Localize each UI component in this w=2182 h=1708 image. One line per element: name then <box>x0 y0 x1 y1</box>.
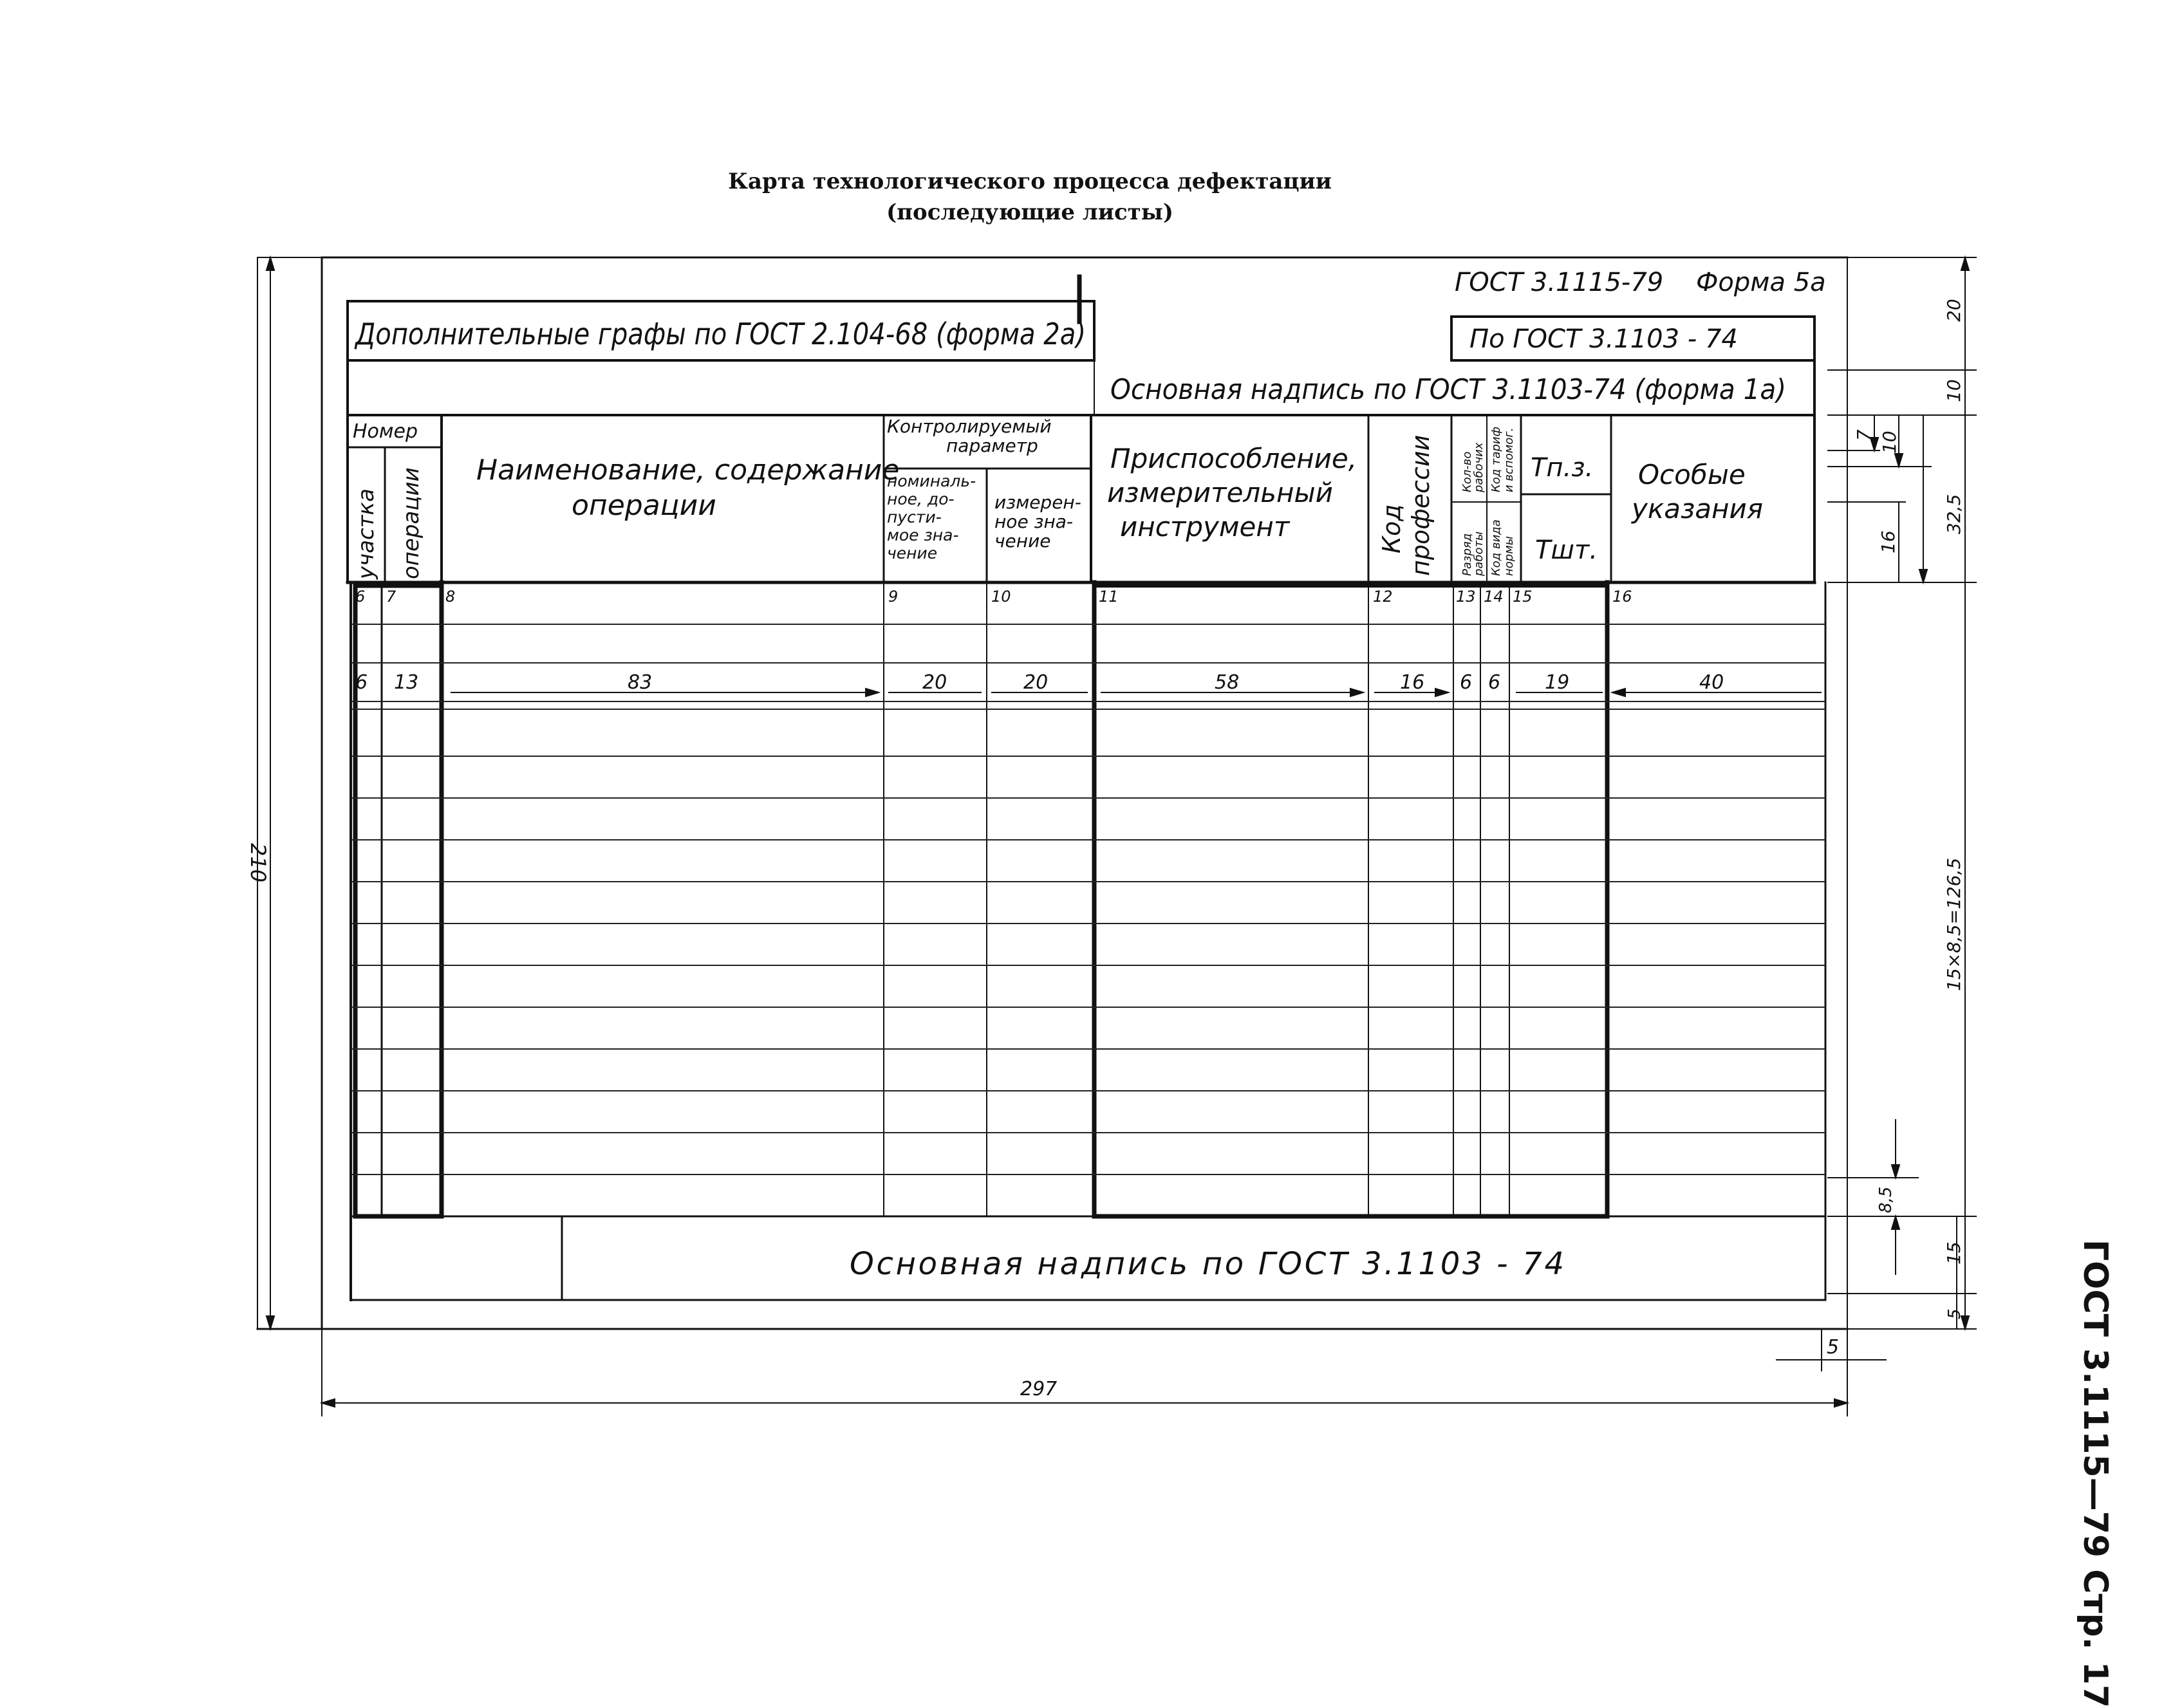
column-number: 9 <box>888 588 899 606</box>
column-number: 10 <box>991 588 1011 606</box>
header-nominal-line: мое зна- <box>887 526 959 544</box>
header-name-line2: операции <box>572 489 716 522</box>
form-standard: ГОСТ 3.1115-79 <box>1455 268 1664 297</box>
header-nomer: Номер <box>353 420 418 443</box>
header-measured-line: ное зна- <box>994 511 1074 532</box>
header-tpz: Тп.з. <box>1531 453 1594 483</box>
header-measured-line: чение <box>994 530 1051 552</box>
header-measured-line: измерен- <box>994 492 1081 513</box>
dim-7: 7 <box>1853 429 1874 441</box>
column-number: 13 <box>1456 588 1476 606</box>
column-number: 12 <box>1373 588 1393 606</box>
column-number: 16 <box>1612 588 1632 606</box>
header-controlled-line2: параметр <box>946 435 1038 456</box>
page-title: Карта технологического процесса дефектации <box>728 169 1332 194</box>
column-width-label: 6 <box>355 671 368 694</box>
column-width-label: 20 <box>1023 671 1049 694</box>
dim-5-right: 5 <box>1945 1308 1964 1319</box>
header-tool-line: Приспособление, <box>1110 443 1357 474</box>
dim-297: 297 <box>1020 1378 1058 1400</box>
header-nominal-line: ное, до- <box>887 490 955 508</box>
dim-10b: 10 <box>1879 431 1900 454</box>
header-name-line1: Наименование, содержание <box>476 454 900 487</box>
column-number: 15 <box>1513 588 1533 606</box>
column-width-label: 20 <box>922 671 947 694</box>
column-width-label: 58 <box>1215 671 1240 694</box>
main-inscription-top: Основная надпись по ГОСТ 3.1103-74 (форма 1а) <box>1110 373 1786 406</box>
per-standard-label: По ГОСТ 3.1103 - 74 <box>1469 324 1738 354</box>
main-inscription-bottom: Основная надпись по ГОСТ 3.1103 - 74 <box>850 1246 1564 1282</box>
dim-16: 16 <box>1878 530 1899 553</box>
header-tool-line: инструмент <box>1120 511 1290 543</box>
header-col14-bottom-line2: нормы <box>1502 536 1516 576</box>
form-label: Форма 5а <box>1696 268 1826 297</box>
column-number: 11 <box>1099 588 1119 606</box>
extra-columns-label: Дополнительные графы по ГОСТ 2.104-68 (форма 2а) <box>354 317 1086 351</box>
header-special-line1: Особые <box>1638 459 1746 490</box>
header-col14-bottom-line1: Код вида <box>1489 519 1503 576</box>
column-width-label: 13 <box>394 671 419 694</box>
column-width-label: 16 <box>1400 671 1425 694</box>
column-number: 6 <box>355 588 366 606</box>
header-uchastka: участка <box>353 488 379 579</box>
column-width-label: 6 <box>1488 671 1501 694</box>
dim-rows: 15×8,5=126,5 <box>1943 857 1964 991</box>
header-tool-line: измерительный <box>1107 477 1333 508</box>
page-subtitle: (последующие листы) <box>886 200 1173 225</box>
header-tsht: Тшт. <box>1535 535 1598 565</box>
header-nominal-line: номиналь- <box>887 472 976 490</box>
header-col14-top-line1: Код тариф <box>1489 427 1503 492</box>
header-col13-bottom-line1: Разряд <box>1460 533 1474 576</box>
column-width-label: 19 <box>1545 671 1570 694</box>
header-nominal-line: пусти- <box>887 508 942 526</box>
column-width-label: 40 <box>1699 671 1724 694</box>
header-col13-top-line2: рабочих <box>1472 442 1486 492</box>
header-prof-code-line1: Код <box>1377 504 1406 553</box>
header-prof-code-line2: профессии <box>1406 434 1435 576</box>
dim-210: 210 <box>246 843 270 883</box>
header-nominal-line: чение <box>887 544 938 562</box>
page-number-note: ГОСТ 3.1115—79 Стр. 17 <box>2076 1239 2114 1708</box>
header-special-line2: указания <box>1632 493 1764 524</box>
column-width-label: 6 <box>1460 671 1473 694</box>
table-row-lines <box>351 624 1825 1174</box>
column-number: 14 <box>1484 588 1504 606</box>
dim-8-5: 8,5 <box>1876 1186 1896 1213</box>
column-number: 7 <box>386 588 396 606</box>
dim-20: 20 <box>1943 299 1964 322</box>
header-col13-bottom-line2: работы <box>1472 531 1486 576</box>
header-operatsii: операции <box>398 467 424 579</box>
column-width-label: 83 <box>628 671 653 694</box>
column-number: 8 <box>445 588 456 606</box>
dim-10a: 10 <box>1943 379 1964 402</box>
dim-32-5: 32,5 <box>1943 494 1964 534</box>
header-controlled-line1: Контролируемый <box>887 416 1052 437</box>
header-col14-top-line2: и вспомог. <box>1502 427 1516 492</box>
dim-15: 15 <box>1943 1241 1964 1265</box>
dim-5-bottom: 5 <box>1827 1336 1840 1359</box>
header-col13-top-line1: Кол-во <box>1460 451 1474 492</box>
